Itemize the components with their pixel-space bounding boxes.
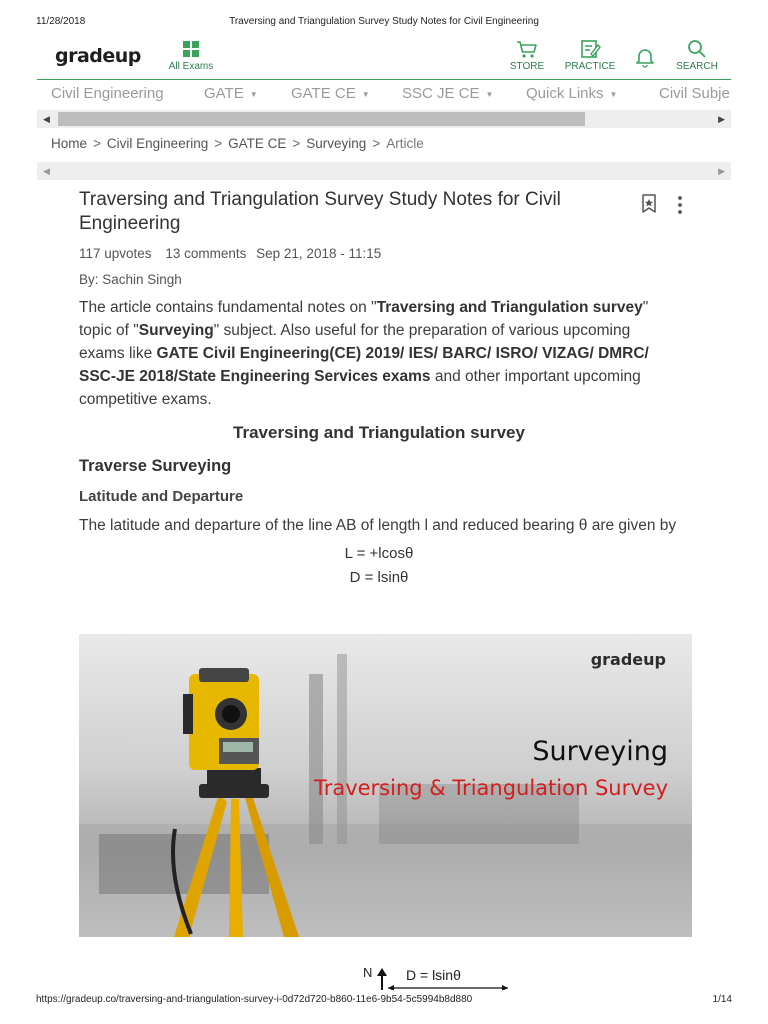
cart-icon (515, 39, 539, 59)
gradeup-logo[interactable]: gradeup (55, 45, 141, 67)
breadcrumb-gate-ce[interactable]: GATE CE (228, 136, 287, 151)
section-title: Traversing and Triangulation survey (233, 423, 525, 442)
article-title: Traversing and Triangulation Survey Study Notes for Civil Engineering (79, 189, 561, 234)
category-menu (37, 82, 731, 108)
latitude-departure-diagram (360, 962, 520, 990)
category-label: SSC JE CE (402, 85, 480, 102)
caret-down-icon: ▼ (485, 89, 494, 99)
top-nav-bar (37, 36, 731, 80)
breadcrumb-separator: > (292, 136, 301, 151)
intro-text: and other important upcoming competitive exams. (79, 368, 641, 408)
formula-latitude: L = +lcosθ (344, 545, 414, 562)
print-header (0, 16, 768, 30)
intro-bold-subject: Surveying (138, 322, 214, 339)
print-title: Traversing and Triangulation Survey Study Notes for Civil Engineering (229, 16, 539, 27)
subsection-title: Traverse Surveying (79, 457, 232, 475)
category-gate[interactable] (204, 85, 258, 102)
print-url: https://gradeup.co/traversing-and-triangulation-survey-i-0d72d720-b860-11e6-9b54-5c5994b8d880 (36, 994, 473, 1005)
category-civil-engineering[interactable] (51, 85, 164, 102)
category-label: Civil Engineering (51, 85, 164, 102)
bell-icon (634, 46, 656, 68)
notifications-button[interactable] (633, 46, 657, 70)
breadcrumb-current: Article (386, 136, 424, 151)
category-gate-ce[interactable] (291, 85, 370, 102)
print-page-number: 1/14 (712, 994, 732, 1005)
banner-subheading: Traversing & Triangulation Survey (313, 776, 668, 800)
departure-label: D = lsinθ (406, 967, 461, 983)
all-exams-label: All Exams (168, 61, 214, 72)
search-label: SEARCH (676, 61, 718, 72)
intro-text: The article contains fundamental notes on " (79, 299, 377, 316)
article-date: Sep 21, 2018 - 11:15 (256, 246, 382, 261)
scroll-right-icon[interactable]: ▶ (718, 166, 725, 176)
search-button[interactable] (671, 39, 723, 72)
breadcrumb-scrollbar[interactable] (37, 162, 731, 180)
article-intro (79, 296, 679, 411)
category-civil-subjects[interactable] (659, 85, 730, 102)
print-footer (0, 994, 768, 1008)
north-label: N (363, 965, 373, 980)
article-meta (79, 246, 679, 261)
category-label: GATE (204, 85, 244, 102)
banner-brand-logo: gradeup (590, 650, 666, 669)
intro-text: " topic of " (79, 299, 649, 339)
category-label: Civil Subje (659, 85, 730, 102)
latitude-departure-paragraph: The latitude and departure of the line AB of length l and reduced bearing θ are given by (79, 517, 677, 534)
formula-departure: D = lsinθ (349, 569, 409, 586)
breadcrumb-separator: > (93, 136, 101, 151)
scroll-left-icon[interactable]: ◀ (43, 166, 50, 176)
intro-bold-topic: Traversing and Triangulation survey (376, 299, 643, 316)
category-label: GATE CE (291, 85, 356, 102)
store-label: STORE (509, 61, 545, 72)
breadcrumb-civil-engineering[interactable]: Civil Engineering (106, 136, 209, 151)
banner-heading: Surveying (532, 736, 668, 767)
category-ssc-je-ce[interactable] (402, 85, 493, 102)
store-button[interactable] (507, 39, 547, 72)
scrollbar-thumb[interactable] (58, 112, 585, 126)
upvotes-count[interactable]: 117 upvotes (79, 246, 152, 261)
category-quick-links[interactable] (526, 85, 617, 102)
caret-down-icon: ▼ (249, 89, 258, 99)
category-scrollbar[interactable] (37, 110, 731, 128)
breadcrumb-separator: > (214, 136, 223, 151)
intro-text: " subject. Also useful for the preparation of various upcoming exams like (79, 322, 631, 362)
caret-down-icon: ▼ (609, 89, 618, 99)
breadcrumb-separator: > (372, 136, 381, 151)
search-icon (686, 39, 708, 59)
practice-button[interactable] (562, 39, 618, 72)
comments-count[interactable]: 13 comments (165, 246, 247, 261)
article-banner-image (79, 634, 692, 937)
article (79, 188, 679, 586)
practice-icon (578, 39, 602, 59)
all-exams-button[interactable] (161, 41, 221, 72)
category-label: Quick Links (526, 85, 604, 102)
subsubsection-title: Latitude and Departure (79, 488, 244, 505)
grid-icon (183, 41, 199, 57)
intro-bold-exams: GATE Civil Engineering(CE) 2019/ IES/ BARC/ ISRO/ VIZAG/ DMRC/ SSC-JE 2018/State Engineering Services exams (79, 345, 649, 385)
scroll-right-icon[interactable]: ▶ (718, 114, 725, 124)
breadcrumb-home[interactable]: Home (51, 136, 88, 151)
breadcrumb-surveying[interactable]: Surveying (306, 136, 367, 151)
caret-down-icon: ▼ (361, 89, 370, 99)
print-date: 11/28/2018 (36, 16, 86, 27)
article-author: By: Sachin Singh (79, 272, 182, 287)
breadcrumb (51, 136, 424, 151)
practice-label: PRACTICE (564, 61, 616, 72)
scroll-left-icon[interactable]: ◀ (43, 114, 50, 124)
